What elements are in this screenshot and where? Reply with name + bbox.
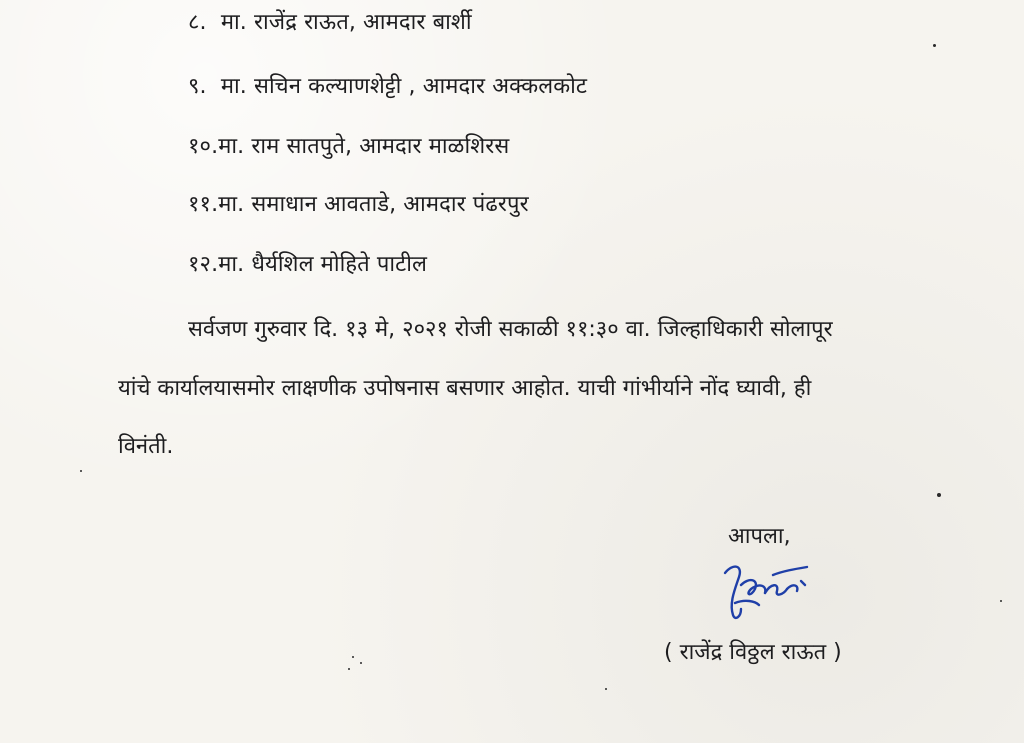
list-text: मा. सचिन कल्याणशेट्टी , आमदार अक्कलकोट xyxy=(220,74,588,99)
list-number: ११. xyxy=(188,192,219,217)
list-number: १०. xyxy=(188,134,219,159)
paper-speck xyxy=(605,688,607,690)
list-number: ८. xyxy=(188,10,207,35)
paper-speck xyxy=(360,662,362,664)
list-text: मा. राम सातपुते, आमदार माळशिरस xyxy=(218,134,510,159)
body-line-1: सर्वजण गुरुवार दि. १३ मे, २०२१ रोजी सकाळी ११:३० वा. जिल्हाधिकारी सोलापूर xyxy=(188,317,833,342)
list-text: मा. राजेंद्र राऊत, आमदार बार्शी xyxy=(220,10,472,35)
list-number: १२. xyxy=(188,252,219,277)
paper-speck xyxy=(1000,600,1002,602)
list-item-8 xyxy=(188,8,472,38)
signatory-name: ( राजेंद्र विठ्ठल राऊत ) xyxy=(664,640,842,665)
list-item-12 xyxy=(188,250,427,280)
paper-speck xyxy=(80,470,82,472)
list-number: ९. xyxy=(188,74,207,99)
list-item-10 xyxy=(188,132,509,162)
paper-speck xyxy=(348,668,350,670)
list-item-9 xyxy=(188,72,587,102)
body-line-3: विनंती. xyxy=(118,434,174,459)
list-text: मा. धैर्यशिल मोहिते पाटील xyxy=(218,252,428,277)
signature-mark xyxy=(715,555,815,625)
list-item-11 xyxy=(188,190,529,220)
body-line-2: यांचे कार्यालयासमोर लाक्षणीक उपोषनास बसणार आहोत. याची गांभीर्याने नोंद घ्यावी, ही xyxy=(118,376,812,401)
paper-speck xyxy=(933,44,936,47)
paper-speck xyxy=(937,493,941,497)
paper-speck xyxy=(352,656,354,658)
salutation: आपला, xyxy=(728,524,791,549)
list-text: मा. समाधान आवताडे, आमदार पंढरपुर xyxy=(218,192,529,217)
